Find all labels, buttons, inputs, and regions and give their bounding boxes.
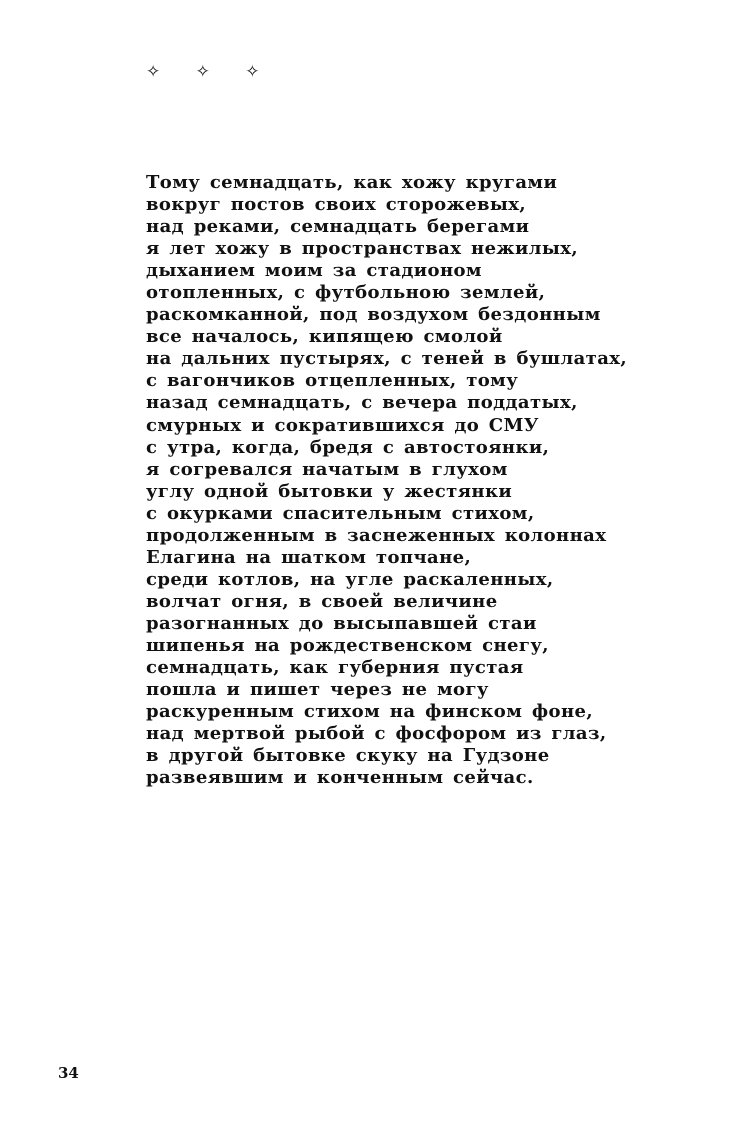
poem-line: развеявшим и конченным сейчас. [146, 767, 534, 789]
poem-line: над реками, семнадцать берегами [146, 216, 530, 238]
poem-line: с окурками спасительным стихом, [146, 502, 535, 524]
poem-line: над мертвой рыбой с фосфором из глаз, [146, 723, 607, 745]
poem-line: раскомканной, под воздухом бездонным [146, 304, 601, 326]
poem-line: с утра, когда, бредя с автостоянки, [146, 436, 550, 458]
poem-line: Тому семнадцать, как хожу кругами [146, 172, 558, 193]
poem-text [146, 172, 706, 789]
poem-line: среди котлов, на угле раскаленных, [146, 568, 554, 590]
poem-line: раскуренным стихом на финском фоне, [146, 701, 594, 723]
poem-line: разогнанных до высыпавшей стаи [146, 612, 537, 634]
poem-line: назад семнадцать, с вечера поддатых, [146, 392, 578, 414]
poem-line: пошла и пишет через не могу [146, 679, 489, 701]
poem-line: Елагина на шатком топчане, [146, 546, 472, 568]
poem-line: на дальних пустырях, с теней в бушлатах, [146, 348, 628, 370]
poem-line: семнадцать, как губерния пустая [146, 657, 524, 679]
poem-line: волчат огня, в своей величине [146, 590, 498, 612]
poem-line: с вагончиков отцепленных, тому [146, 370, 519, 392]
poem-line: шипенья на рождественском снегу, [146, 634, 549, 656]
poem-line: все началось, кипящею смолой [146, 326, 503, 348]
poem-line: отопленных, с футбольною землей, [146, 282, 546, 304]
poem-line: углу одной бытовки у жестянки [146, 480, 513, 502]
poem-line: вокруг постов своих сторожевых, [146, 194, 527, 216]
poem-line: я лет хожу в пространствах нежилых, [146, 238, 579, 260]
page-number: 34 [58, 1064, 79, 1082]
poem-line: дыханием моим за стадионом [146, 260, 482, 282]
poem-line: я согревался начатым в глухом [146, 458, 508, 480]
section-ornament: ✧ ✧ ✧ [146, 62, 275, 82]
poem-line: в другой бытовке скуку на Гудзоне [146, 745, 550, 767]
poem-line: продолженным в заснеженных колоннах [146, 524, 607, 546]
poem-line: смурных и сократившихся до СМУ [146, 414, 539, 436]
